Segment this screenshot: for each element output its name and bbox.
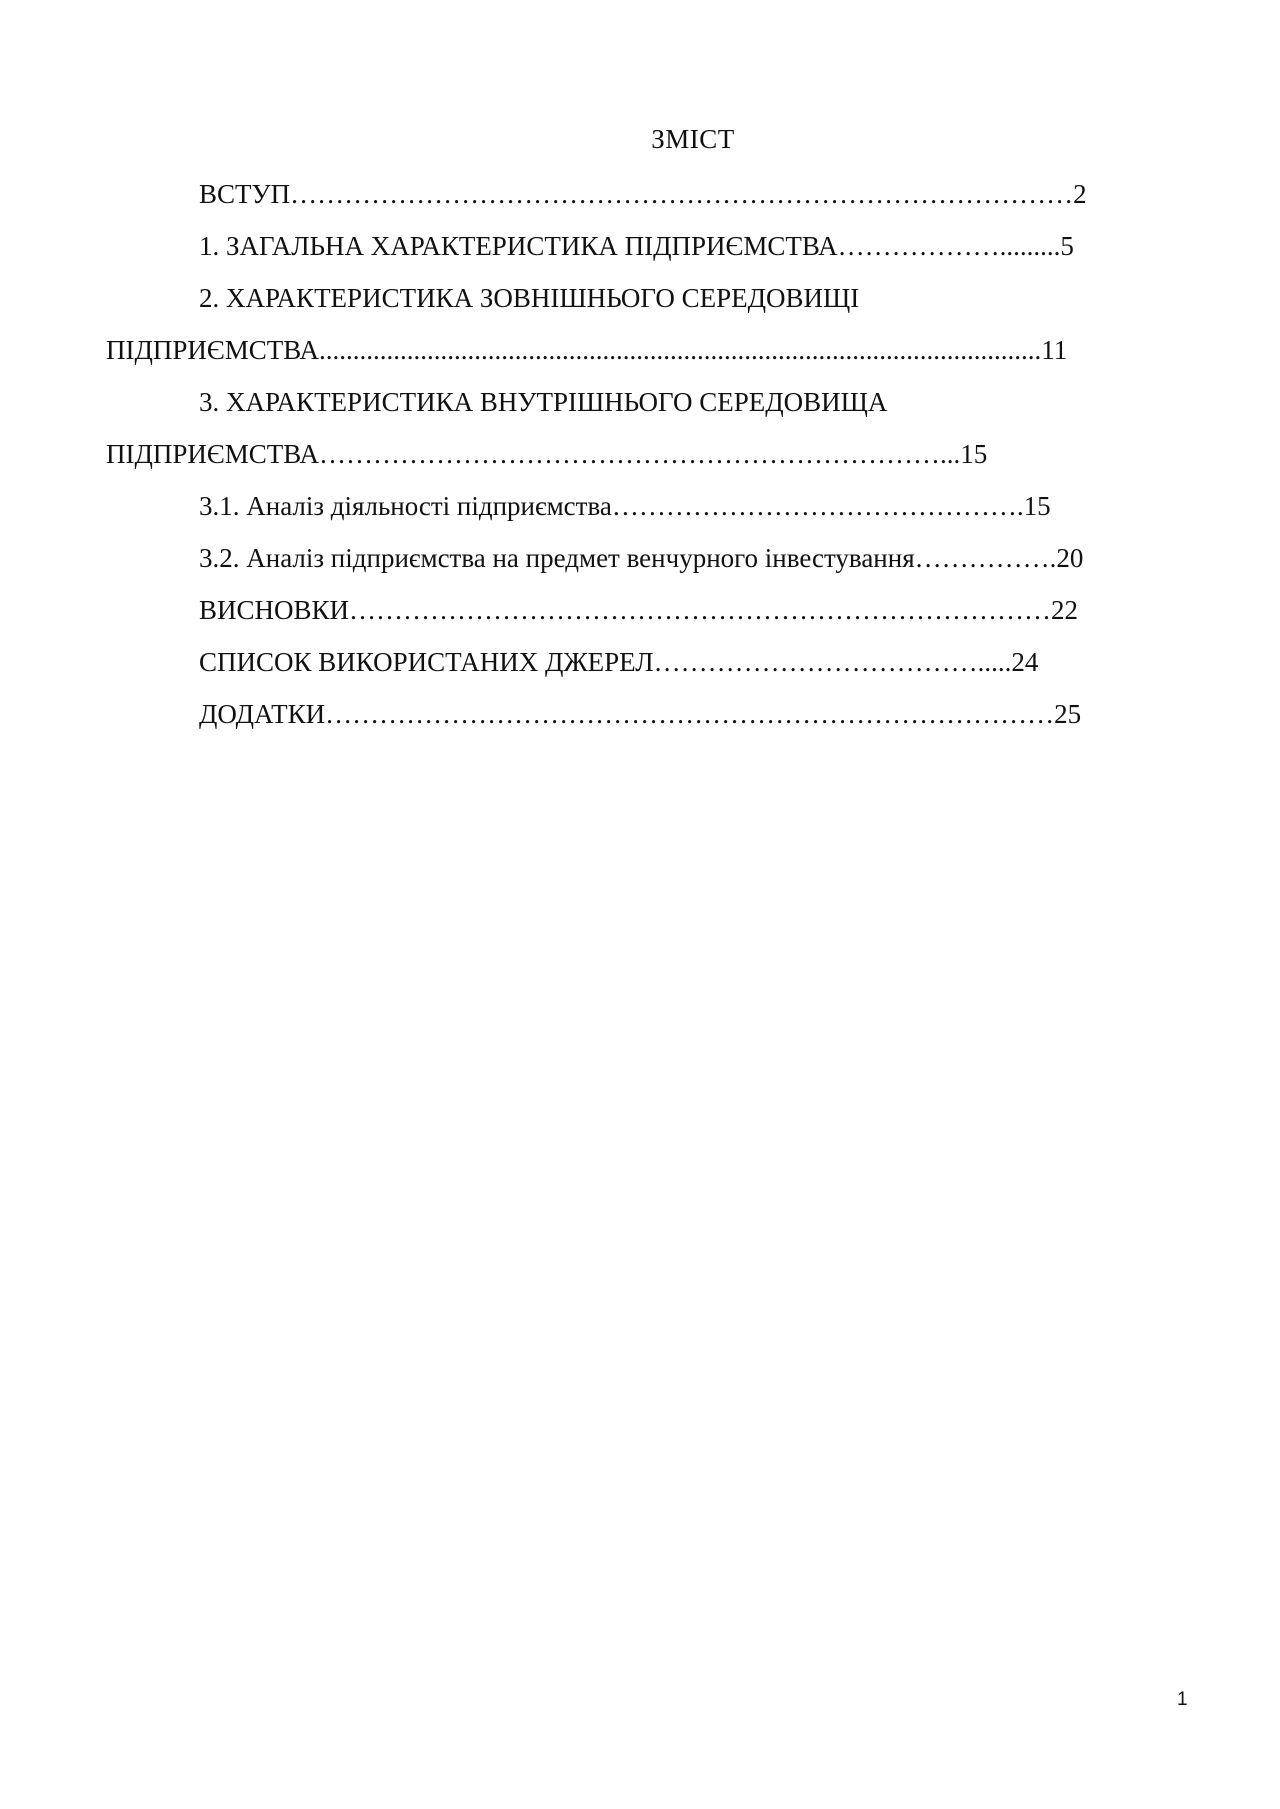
toc-entry-section-3-2: 3.2. Аналіз підприємства на предмет венчурного інвестування…………….20 [199, 543, 1084, 573]
toc-entry-section-1: 1. ЗАГАЛЬНА ХАРАКТЕРИСТИКА ПІДПРИЄМСТВА……………….........5 [199, 231, 1074, 261]
toc-entry-intro: ВСТУП……………………………………………………………………………2 [199, 179, 1087, 209]
toc-entry-section-2-line-2: ПІДПРИЄМСТВА...........................................................................................................11 [106, 335, 1068, 365]
page-number: 1 [1177, 1689, 1188, 1710]
toc-entry-section-2-line-1: 2. ХАРАКТЕРИСТИКА ЗОВНІШНЬОГО СЕРЕДОВИЩІ [199, 283, 860, 313]
toc-entry-appendices: ДОДАТКИ………………………………………………………………………25 [199, 699, 1082, 729]
toc-entry-section-3-line-1: 3. ХАРАКТЕРИСТИКА ВНУТРІШНЬОГО СЕРЕДОВИЩА [199, 387, 888, 417]
toc-entry-references: СПИСОК ВИКОРИСТАНИХ ДЖЕРЕЛ……………………………….....24 [199, 647, 1039, 677]
toc-entry-section-3-1: 3.1. Аналіз діяльності підприємства……………………………………….15 [199, 491, 1051, 521]
toc-entry-section-3-line-2: ПІДПРИЄМСТВА……………………………………………………………...15 [106, 439, 988, 469]
toc-title: ЗМІСТ [651, 124, 735, 154]
toc-entry-conclusions: ВИСНОВКИ……………………………………………………………………22 [199, 595, 1079, 625]
